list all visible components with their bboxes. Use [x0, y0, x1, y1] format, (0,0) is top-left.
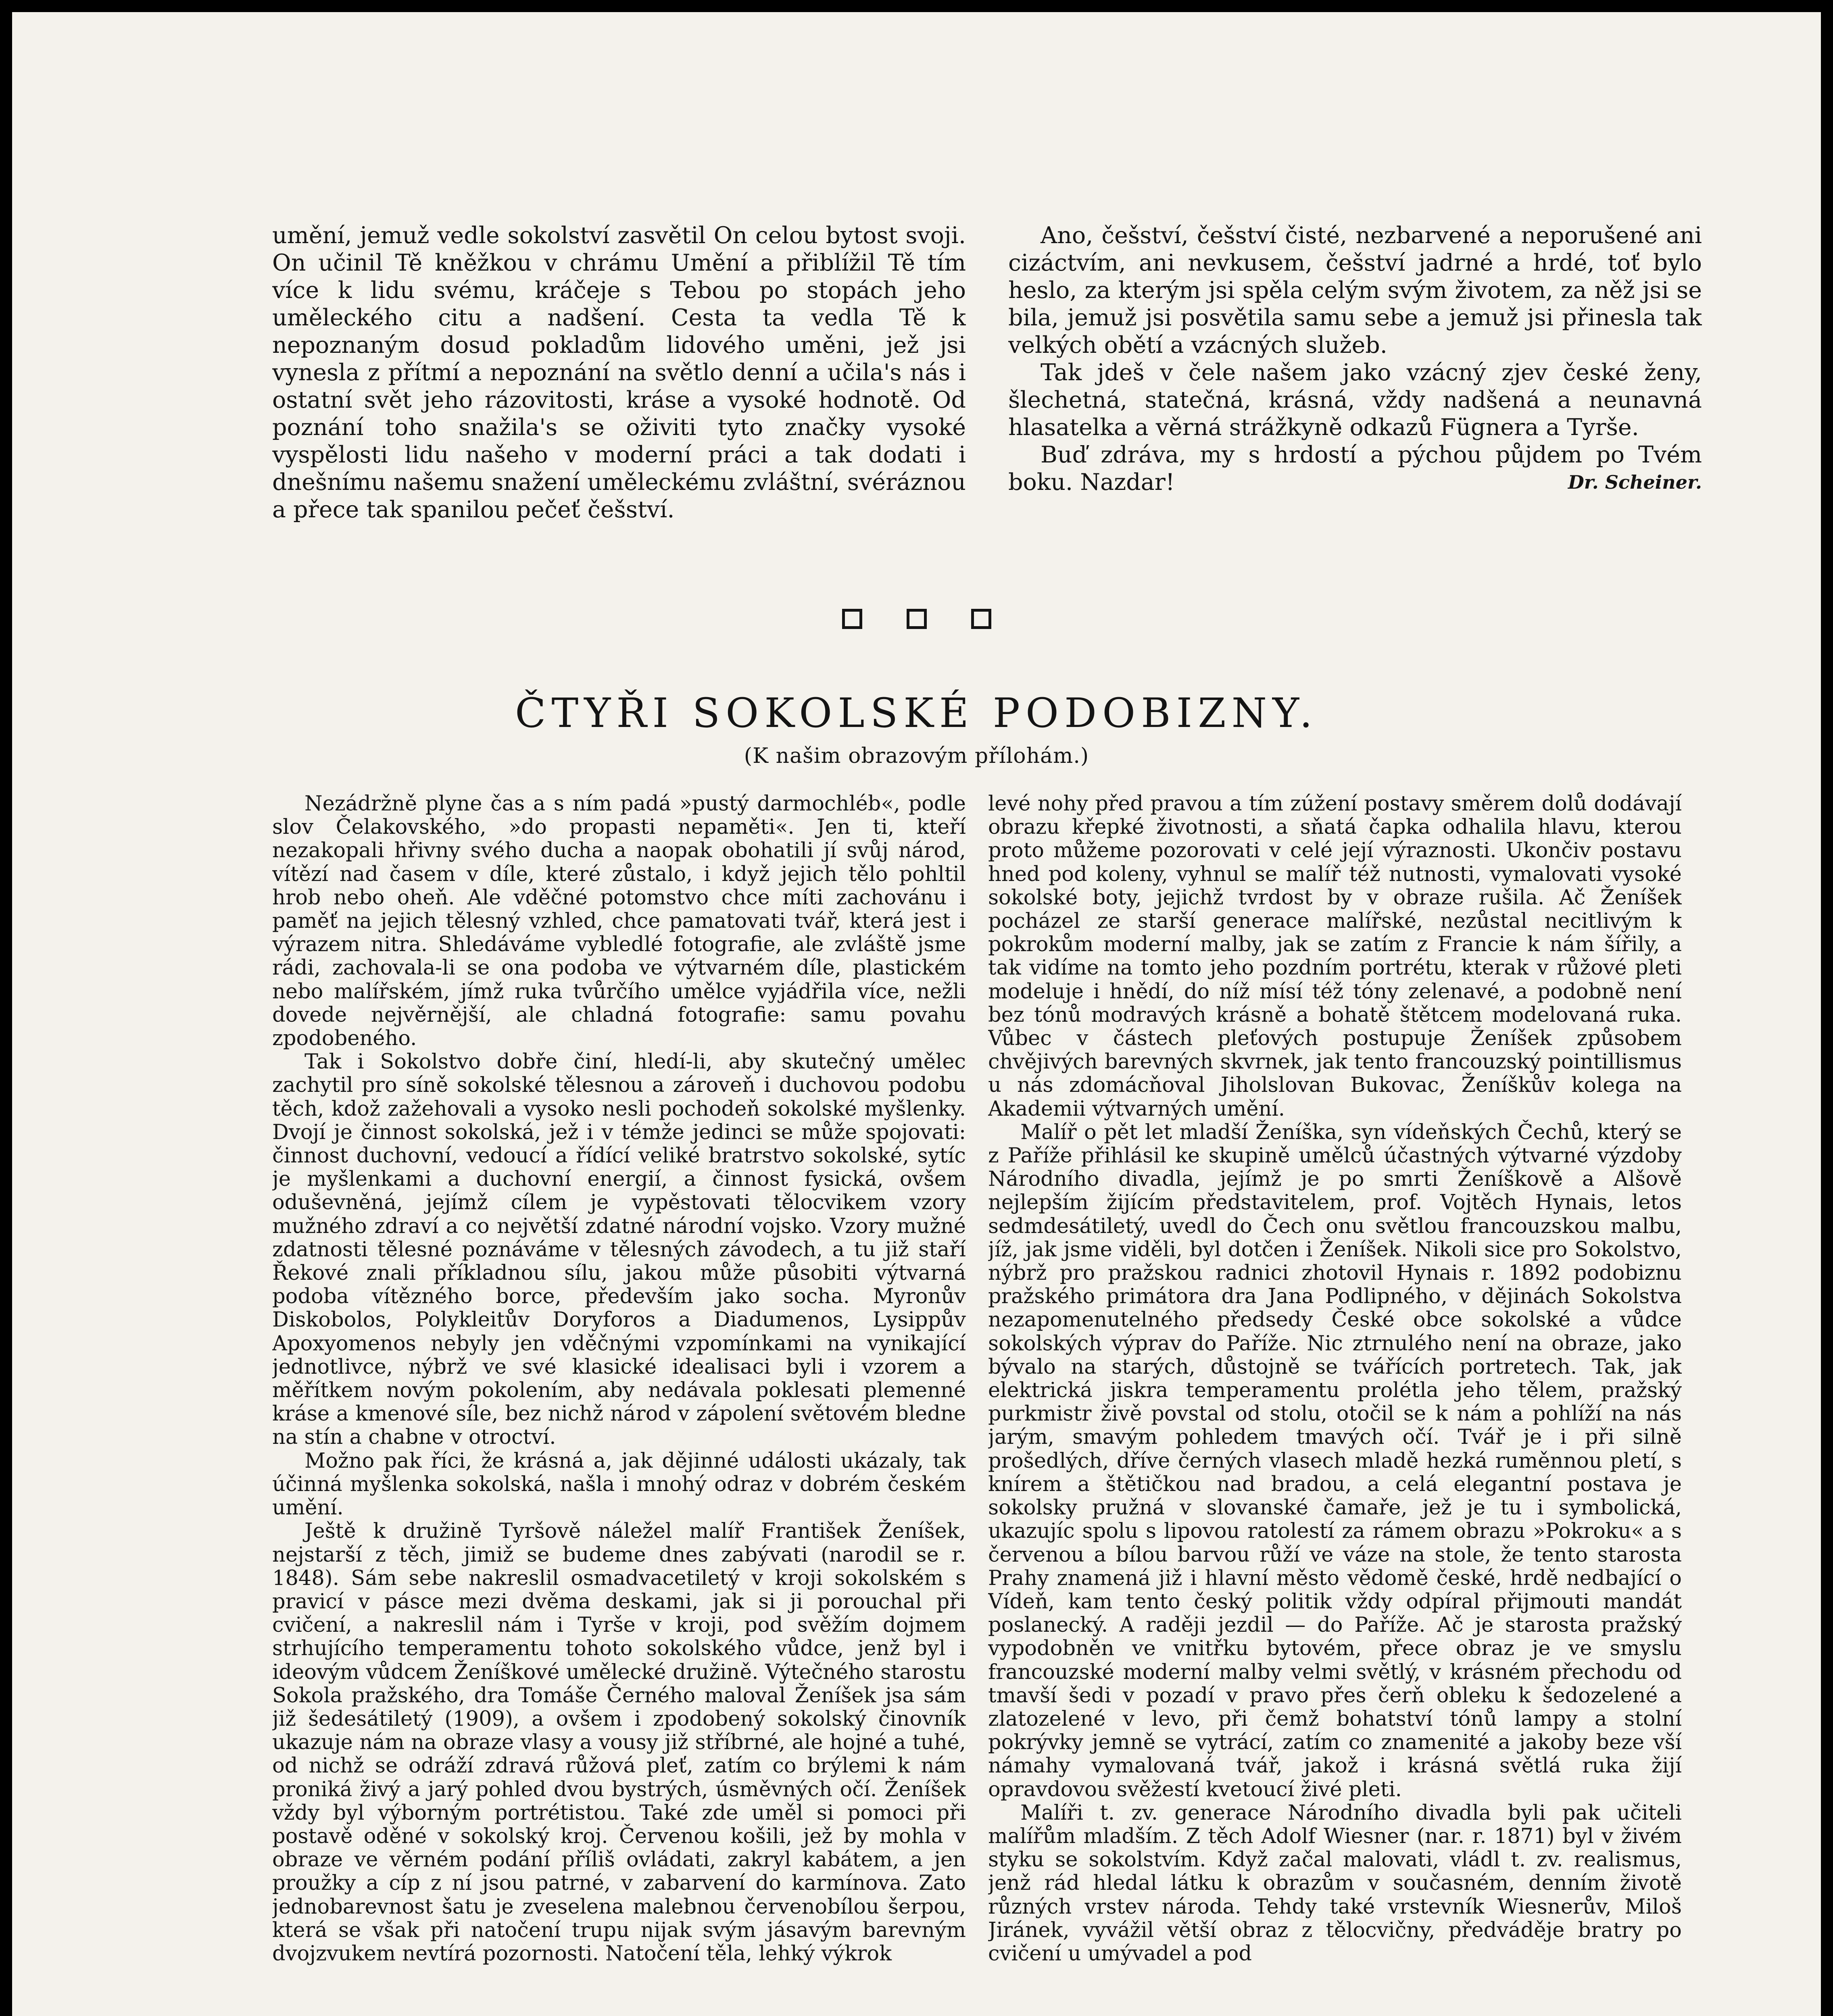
- intro-right-column: [1008, 222, 1702, 585]
- article-paragraph: Tak i Sokolstvo dobře činí, hledí-li, aby skutečný umělec zachytil pro síně sokolské tělesnou a zároveň i duchovou podobu těch, kdož zažehovali a vysoko nesli pochodeň sokolské myšlenky. Dvojí je činnost sokolská, jež i v témže jedinci se může spojovati: činnost duchovní, vedoucí a řídící veliké bratrstvo sokolské, sytíc je myšlenkami a duchovní energií, a činnost fysická, ovšem oduševněná, jejímž cílem je vypěstovati tělocvikem vzory mužného zdraví a co největší zdatné národní vojsko. Vzory mužné zdatnosti tělesné poznáváme v tělesných závodech, a tu již staří Řekové znali příkladnou sílu, jakou může působiti výtvarná podoba vítězného borce, především jako socha. Myronův Diskobolos, Polykleitův Doryforos a Diadumenos, Lysippův Apoxyomenos nebyly jen vděčnými vzpomínkami na vynikající jednotlivce, nýbrž ve své klasické idealisaci byli i vzorem a měřítkem novým pokolením, aby nedávala poklesati plemenné kráse a kmenové síle, bez nichž národ v zápolení světovém bledne na stín a chabne v otroctví.: [272, 1050, 966, 1450]
- intro-right-paragraph: [1008, 441, 1702, 496]
- intro-right-paragraph: Ano, češství, češství čisté, nezbarvené a neporušené ani cizáctvím, ani nevkusem, češství jadrné a hrdé, toť bylo heslo, za kterým jsi spěla celým svým životem, za něž jsi se bila, jemuž jsi posvětila samu sebe a jemuž jsi přinesla tak velkých obětí a vzácných služeb.: [1008, 222, 1702, 358]
- intro-right-paragraph: Tak jdeš v čele našem jako vzácný zjev české ženy, šlechetná, statečná, krásná, vždy nadšená a neunavná hlasatelka a věrná strážkyně odkazů Fügnera a Tyrše.: [1008, 359, 1702, 441]
- page-sheet: [12, 12, 1821, 2016]
- article-right-column: [988, 792, 1682, 2016]
- divider-square-icon: [907, 609, 927, 629]
- article-paragraph: Ještě k družině Tyršově náležel malíř František Ženíšek, nejstarší z těch, jimiž se budeme dnes zabývati (narodil se r. 1848). Sám sebe nakreslil osmadvacetiletý v kroji sokolském s pravicí v pásce mezi dvěma deskami, jak si ji porouchal při cvičení, a nakreslil nám i Tyrše v kroji, pod svěžím dojmem strhujícího temperamentu tohoto sokolského vůdce, jenž byl i ideovým vůdcem Ženíškové umělecké družině. Výtečného starostu Sokola pražského, dra Tomáše Černého maloval Ženíšek jsa sám již šedesátiletý (1909), a ovšem i zpodobený sokolský činovník ukazuje nám na obraze vlasy a vousy již stříbrné, ale hojné a tuhé, od nichž se odráží zdravá růžová pleť, zatím co brýlemi k nám proniká živý a jarý pohled dvou bystrých, úsměvných očí. Ženíšek vždy byl výborným portrétistou. Také zde uměl si pomoci při postavě oděné v sokolský kroj. Červenou košili, jež by mohla v obraze ve věrném podání příliš ovládati, zakryl kabátem, a jen proužky a cíp z ní jsou patrné, v zabarvení do karmínova. Zato jednobarevnost šatu je zveselena malebnou červenobílou šerpou, která se však při natočení trupu nijak svým jásavým barevným dvojzvukem nevtírá pozornosti. Natočení těla, lehký výkrok: [272, 1519, 966, 1966]
- divider-square-icon: [971, 609, 991, 629]
- article-paragraph: Nezádržně plyne čas a s ním padá »pustý darmochléb«, podle slov Čelakovského, »do propasti nepaměti«. Jen ti, kteří nezakopali hřivny svého ducha a naopak obohatili jí svůj národ, vítězí nad časem v díle, které zůstalo, i když jejich tělo pohltil hrob nebo oheň. Ale vděčné potomstvo chce míti zachovánu i paměť na jejich tělesný vzhled, chce pamatovati tvář, která jest i výrazem nitra. Shledáváme vybledlé fotografie, ale zvláště jsme rádi, zachovala-li se ona podoba ve výtvarném díle, plastickém nebo malířském, jímž ruka tvůrčího umělce vyjádřila více, nežli dovede nejvěrnější, ale chladná fotografie: samu povahu zpodobeného.: [272, 792, 966, 1051]
- section-divider: [12, 609, 1821, 629]
- article-left-column: [272, 792, 966, 2016]
- intro-left-paragraph: umění, jemuž vedle sokolství zasvětil On celou bytost svoji. On učinil Tě kněžkou v chrámu Umění a přiblížil Tě tím více k lidu svému, kráčeje s Tebou po stopách jeho uměleckého citu a nadšení. Cesta ta vedla Tě k nepoznaným dosud pokladům lidového uměni, jež jsi vynesla z přítmí a nepoznání na světlo denní a učila's nás i ostatní svět jeho rázovitosti, kráse a vysoké hodnotě. Od poznání toho snažila's se oživiti tyto značky vysoké vyspělosti lidu našeho v moderní práci a tak dodati i dnešnímu našemu snažení uměleckému zvláštní, svéráznou a přece tak spanilou pečeť češství.: [272, 222, 966, 523]
- article-paragraph: Možno pak říci, že krásná a, jak dějinné události ukázaly, tak účinná myšlenka sokolská, našla i mnohý odraz v dobrém českém umění.: [272, 1449, 966, 1520]
- article-title: ČTYŘI SOKOLSKÉ PODOBIZNY.: [515, 689, 1318, 737]
- article-paragraph: Malíři t. zv. generace Národního divadla byli pak učiteli malířům mladším. Z těch Adolf Wiesner (nar. r. 1871) byl v živém styku se sokolstvím. Když začal malovati, vládl t. zv. realismus, jenž rád hledal látku k obrazům v současném, denním životě různých vrstev národa. Tehdy také vrstevník Wiesnerův, Miloš Jiránek, vyvážil větší obraz z tělocvičny, předváděje bratry po cvičení u umývadel a pod: [988, 1801, 1682, 1966]
- article-subtitle: (K našim obrazovým přílohám.): [744, 744, 1089, 768]
- author-signature: Dr. Scheiner.: [1568, 471, 1702, 493]
- article-paragraph: Malíř o pět let mladší Ženíška, syn vídeňských Čechů, který se z Paříže přihlásil ke skupině umělců účastných výtvarné výzdoby Národního divadla, jejímž je po smrti Ženíškově a Alšově nejlepším žijícím představitelem, prof. Vojtěch Hynais, letos sedmdesátiletý, uvedl do Čech onu světlou francouzskou malbu, jíž, jak jsme viděli, byl dotčen i Ženíšek. Nikoli sice pro Sokolstvo, nýbrž pro pražskou radnici zhotovil Hynais r. 1892 podobiznu pražského primátora dra Jana Podlipného, v dějinách Sokolstva nezapomenutelného předsedy České obce sokolské a vůdce sokolských výprav do Paříže. Nic ztrnulého není na obraze, jako bývalo na starých, důstojně se tvářících portretech. Tak, jak elektrická jiskra temperamentu prolétla jeho tělem, pražský purkmistr živě povstal od stolu, otočil se k nám a pohlíží na nás jarým, smavým pohledem tmavých očí. Tvář je i při silně prošedlých, dříve černých vlasech mladě hezká ruměnnou pletí, s knírem a štětičkou nad bradou, a celá elegantní postava je sokolsky pružná v slovanské čamaře, jež je tu i symbolická, ukazujíc spolu s lipovou ratolestí za rámem obrazu »Pokroku« a s červenou a bílou barvou růží ve váze na stole, že tento starosta Prahy znamená již i hlavní město vědomě české, hrdě nedbající o Vídeň, kam tento český politik vždy odpíral přijmouti mandát poslanecký. A raději jezdil — do Paříže. Ač je starosta pražský vypodobněn ve vnitřku bytovém, přece obraz je ve smyslu francouzské moderní malby velmi světlý, v krásném přechodu od tmavší šedi v pozadí v pravo přes čerň obleku k šedozelené a zlatozelené v levo, při čemž bohatství tónů lampy a stolní pokrývky jemně se vytrácí, zatím co znamenité a jakoby beze vší námahy vymalovaná tvář, jakož i krásná světlá ruka žijí opravdovou svěžestí kvetoucí živé pleti.: [988, 1120, 1682, 1801]
- intro-left-column: [272, 222, 966, 585]
- closing-greeting: Buď zdráva, my s hrdostí a pýchou půjdem po Tvém boku. Nazdar!: [1008, 442, 1702, 496]
- article-paragraph: levé nohy před pravou a tím zúžení postavy směrem dolů dodávají obrazu křepké životnosti, a sňatá čapka odhalila hlavu, kterou proto můžeme pozorovati v celé její výraznosti. Ukončiv postavu hned pod koleny, vyhnul se malíř též nutnosti, vymalovati vysoké sokolské boty, jejichž tvrdost by v obraze rušila. Ač Ženíšek pocházel ze starší generace malířské, nezůstal necitlivým k pokrokům moderní malby, jak se zatím z Francie k nám šířily, a tak vidíme na tomto jeho pozdním portrétu, kterak v růžové pleti modeluje i hnědí, do níž mísí též tóny zelenavé, a podobně není bez tónů modravých krásně a bohatě štětcem modelovaná ruka. Vůbec v částech pleťových postupuje Ženíšek způsobem chvějivých barevných skvrnek, jak tento francouzský pointillismus u nás zdomácňoval Jiholslovan Bukovac, Ženíškův kolega na Akademii výtvarných umění.: [988, 792, 1682, 1121]
- divider-square-icon: [842, 609, 862, 629]
